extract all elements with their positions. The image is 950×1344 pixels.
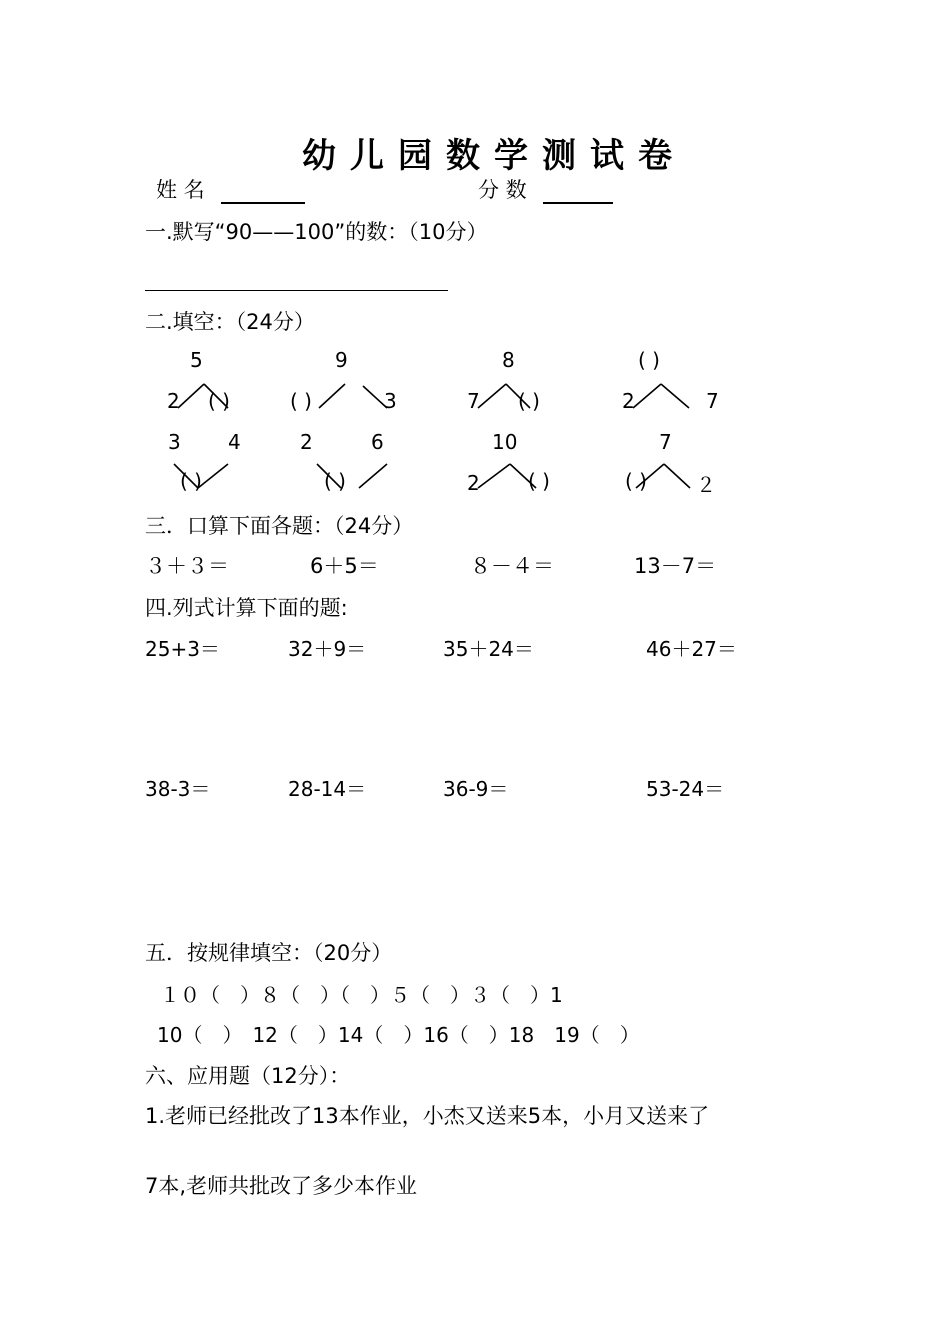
bond-left: 2 xyxy=(622,389,635,413)
calc-item: 36-9＝ xyxy=(443,777,509,801)
bond-top: 8 xyxy=(502,348,515,372)
calc-item: 46＋27＝ xyxy=(646,637,737,661)
bond-bottom[interactable]: ( ) xyxy=(180,469,202,493)
bond-top-second: 6 xyxy=(371,430,384,454)
bond-top: 9 xyxy=(335,348,348,372)
oral-item: 6＋5＝ xyxy=(310,554,379,578)
bond-top: 2 xyxy=(300,430,313,454)
score-label-text: 分 数 xyxy=(478,178,527,202)
calc-item: 28-14＝ xyxy=(288,777,367,801)
bond-lines xyxy=(625,382,695,412)
bond-top: 10 xyxy=(492,430,518,454)
calc-item: 38-3＝ xyxy=(145,777,211,801)
calc-item: 25+3＝ xyxy=(145,637,220,661)
bond-right[interactable]: ( ) xyxy=(208,389,230,413)
oral-item: 13－7＝ xyxy=(634,554,717,578)
name-blank[interactable] xyxy=(221,180,305,204)
bond-right[interactable]: ( ) xyxy=(528,469,550,493)
bond-left[interactable]: ( ) xyxy=(290,389,312,413)
bond-top[interactable]: ( ) xyxy=(638,348,660,372)
score-blank[interactable] xyxy=(543,180,613,204)
word-problem-line-1: 1.老师已经批改了13本作业，小杰又送来5本，小月又送来了 xyxy=(145,1104,710,1128)
calc-item: 53-24＝ xyxy=(646,777,725,801)
page-title: 幼儿园数学测试卷 xyxy=(302,136,686,176)
bond-lines xyxy=(305,382,395,412)
section5-heading: 五．按规律填空：（20分） xyxy=(145,941,393,965)
section4-heading: 四.列式计算下面的题: xyxy=(145,596,348,620)
bond-bottom[interactable]: ( ) xyxy=(324,469,346,493)
section6-heading: 六、应用题（12分）： xyxy=(145,1064,351,1088)
calc-item: 32＋9＝ xyxy=(288,637,367,661)
score-label xyxy=(478,174,613,204)
section3-heading: 三．口算下面各题：（24分） xyxy=(145,514,414,538)
bond-top: 3 xyxy=(168,430,181,454)
word-problem-line-2: 7本,老师共批改了多少本作业 xyxy=(145,1174,418,1198)
bond-right: ２ xyxy=(696,473,716,497)
bond-left: 2 xyxy=(467,471,480,495)
section1-answer-line[interactable] xyxy=(145,290,448,291)
oral-item: ８－４＝ xyxy=(470,554,554,578)
pattern-line-1: １０（ ）８（ ）（ ）５（ ）３（ ）1 xyxy=(160,983,563,1007)
oral-item: ３＋３＝ xyxy=(145,554,229,578)
bond-right: 7 xyxy=(706,389,719,413)
bond-right: 3 xyxy=(384,389,397,413)
bond-top: 5 xyxy=(190,348,203,372)
calc-item: 35＋24＝ xyxy=(443,637,534,661)
bond-left: 7 xyxy=(467,389,480,413)
bond-top-second: 4 xyxy=(228,430,241,454)
pattern-line-2: 10（ ） 12（ ）14（ ）16（ ）18 19（ ） xyxy=(157,1023,640,1047)
name-label-text: 姓 名 xyxy=(156,178,205,202)
section2-heading: 二.填空：（24分） xyxy=(145,310,315,334)
bond-right[interactable]: ( ) xyxy=(518,389,540,413)
bond-left[interactable]: ( ) xyxy=(625,469,647,493)
bond-left: 2 xyxy=(167,389,180,413)
section1-heading: 一.默写“90——100”的数：（10分） xyxy=(145,220,488,244)
bond-top: 7 xyxy=(659,430,672,454)
name-label xyxy=(156,174,305,204)
